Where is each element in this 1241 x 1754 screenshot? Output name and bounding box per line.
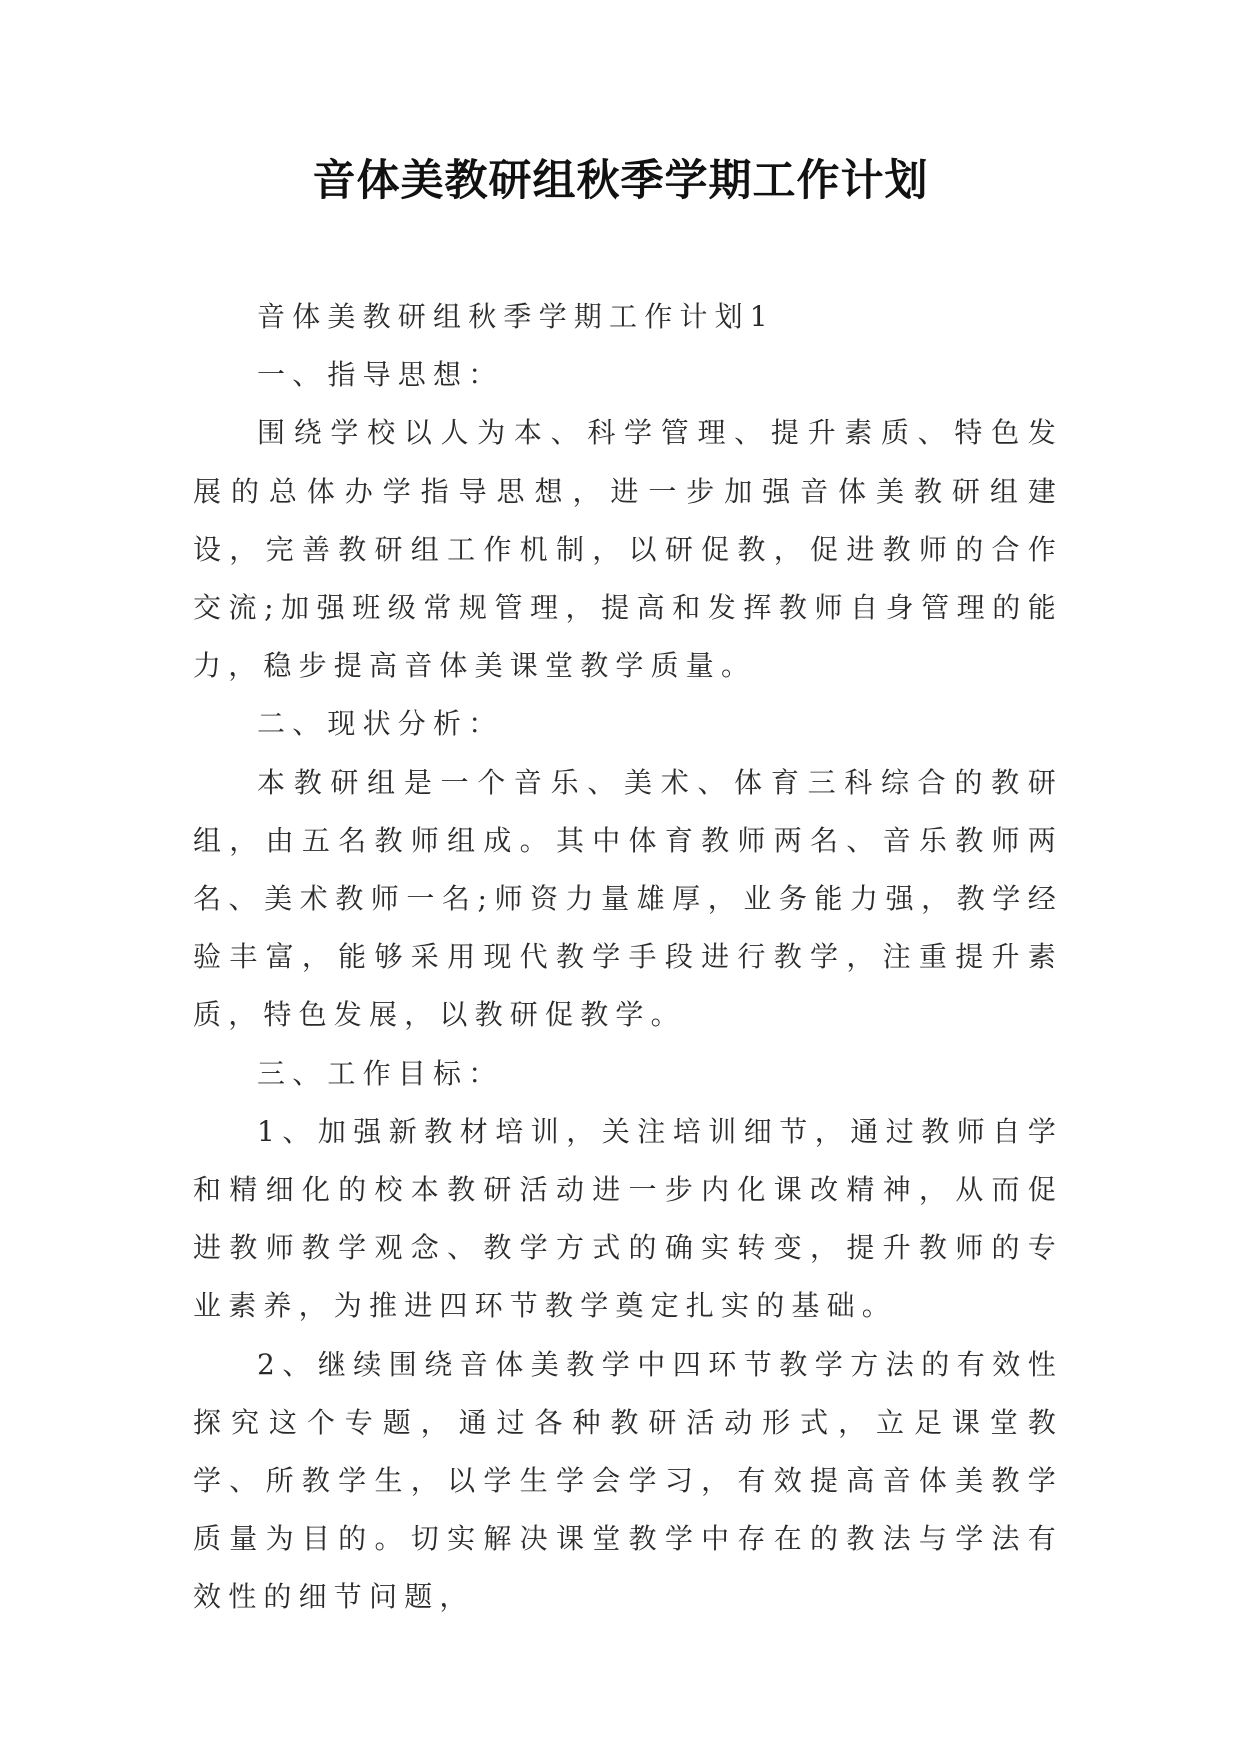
paragraph-goal-1: 1、加强新教材培训，关注培训细节，通过教师自学和精细化的校本教研活动进一步内化课改精神，从而促进教师教学观念、教学方式的确实转变，提升教师的专业素养，为推进四环节教学奠定扎实的基础。: [193, 1114, 1063, 1323]
paragraph-guiding-thought: 围绕学校以人为本、科学管理、提升素质、特色发展的总体办学指导思想，进一步加强音体美教研组建设，完善教研组工作机制，以研促教，促进教师的合作交流;加强班级常规管理，提高和发挥教师自身管理的能力，稳步提高音体美课堂教学质量。: [193, 416, 1063, 683]
paragraph-goal-2: 2、继续围绕音体美教学中四环节教学方法的有效性探究这个专题，通过各种教研活动形式，立足课堂教学、所教学生，以学生学会学习，有效提高音体美教学质量为目的。切实解决课堂教学中存在的教法与学法有效性的细节问题，: [193, 1347, 1063, 1614]
paragraph-heading-work-goals: 三、工作目标：: [257, 1056, 504, 1090]
paragraph-heading-status-analysis: 二、现状分析：: [257, 707, 504, 741]
paragraph-heading-guiding-thought: 一、指导思想：: [257, 358, 504, 392]
paragraph-status-analysis: 本教研组是一个音乐、美术、体育三科综合的教研组，由五名教师组成。其中体育教师两名、音乐教师两名、美术教师一名;师资力量雄厚，业务能力强，教学经验丰富，能够采用现代教学手段进行教学，注重提升素质，特色发展，以教研促教学。: [193, 765, 1063, 1032]
document-body: [193, 288, 1063, 1627]
document-title: 音体美教研组秋季学期工作计划: [312, 156, 929, 206]
paragraph-subtitle: 音体美教研组秋季学期工作计划1: [257, 300, 775, 333]
